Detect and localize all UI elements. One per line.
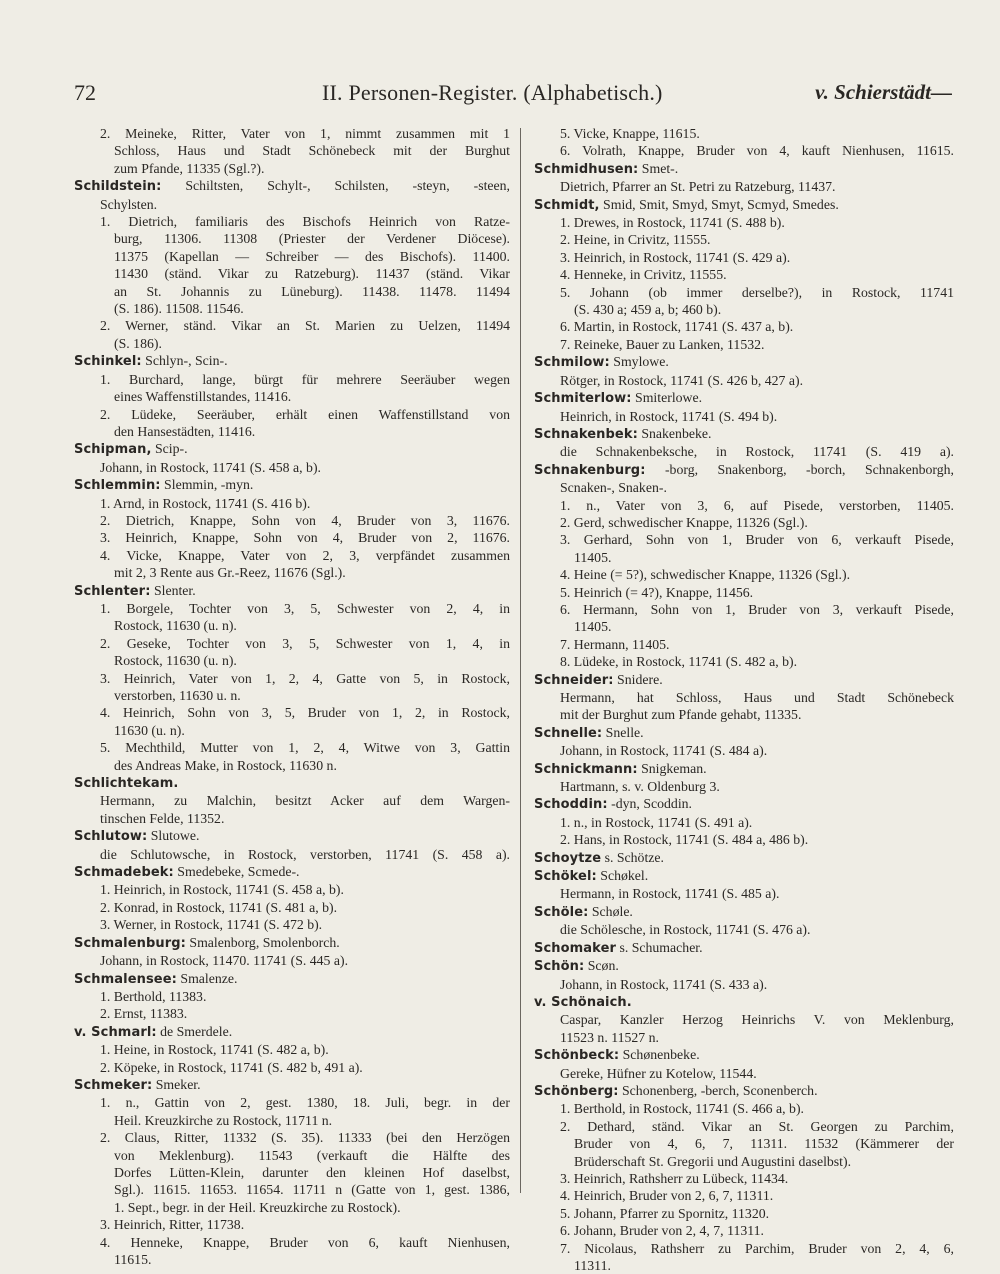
entry-line: [534, 531, 954, 548]
entry-line: [534, 814, 954, 831]
surname-heading: Schmalenburg:: [74, 935, 186, 951]
entry-text: Snidere.: [613, 671, 663, 687]
entry-text: 1. Arnd, in Rostock, 11741 (S. 416 b).: [100, 495, 311, 511]
entry-line: [74, 371, 510, 388]
entry-line: [534, 443, 954, 460]
entry-text: von Meklenburg). 11543 (verkauft die Hälfte des: [114, 1147, 510, 1163]
entry-line: [74, 1094, 510, 1111]
entry-line: [534, 885, 954, 902]
entry-text: 5. Mechthild, Mutter von 1, 2, 4, Witwe von 3, Gattin: [100, 740, 510, 756]
entry-text: den Hansestädten, 11416.: [114, 423, 256, 439]
entry-line: [534, 1257, 954, 1274]
surname-heading: Schön:: [534, 959, 585, 975]
entry-line: [74, 916, 510, 933]
entry-text: 11311.: [574, 1258, 611, 1273]
entry-line: [74, 423, 510, 440]
entry-line: [534, 497, 954, 514]
entry-text: Schøle.: [588, 903, 633, 919]
entry-text: Schonenberg, -berch, Sconenberch.: [618, 1082, 818, 1098]
entry-text: 2. Heine, in Crivitz, 11555.: [560, 232, 711, 248]
entry-heading-line: [534, 849, 954, 867]
entry-text: 1. Dietrich, familiaris des Bischofs Heinrich von Ratze-: [100, 214, 510, 230]
entry-text: Caspar, Kanzler Herzog Heinrichs V. von Meklenburg,: [560, 1012, 954, 1028]
entry-text: 4. Heine (= 5?), schwedischer Knappe, 11326 (Sgl.).: [560, 567, 851, 583]
entry-line: [534, 742, 954, 759]
surname-heading: Schoddin:: [534, 797, 608, 813]
entry-line: [74, 317, 510, 334]
entry-text: 2. Werner, ständ. Vikar an St. Marien zu Uelzen, 11494: [100, 318, 510, 334]
entry-line: [534, 284, 954, 301]
entry-line: [74, 617, 510, 634]
entry-line: [534, 1170, 954, 1187]
entry-heading-line: [534, 389, 954, 407]
entry-heading-line: [534, 724, 954, 742]
page-title: II. Personen-Register. (Alphabetisch.): [322, 80, 663, 105]
surname-heading: Schökel:: [534, 869, 597, 885]
entry-line: [534, 636, 954, 653]
entry-line: [534, 479, 954, 496]
entry-text: Johann, in Rostock, 11741 (S. 484 a).: [560, 743, 768, 759]
entry-heading-line: [534, 993, 954, 1011]
surname-heading: Schnakenbek:: [534, 426, 638, 442]
entry-text: Slenter.: [150, 582, 196, 598]
entry-line: [74, 739, 510, 756]
surname-heading: v. Schmarl:: [74, 1024, 157, 1040]
entry-text: 11615.: [114, 1252, 152, 1267]
entry-text: 1. n., Vater von 3, 6, auf Pisede, verstorben, 11405.: [560, 497, 954, 513]
entry-text: Dorfes Lütten-Klein, darunter den kleinen Hof daselbst,: [114, 1164, 510, 1180]
surname-heading: Schnelle:: [534, 725, 603, 741]
entry-heading-line: [534, 760, 954, 778]
entry-line: [534, 831, 954, 848]
entry-text: Scnaken-, Snaken-.: [560, 480, 667, 496]
entry-heading-line: [534, 160, 954, 178]
entry-text: Rostock, 11630 (u. n).: [114, 618, 237, 634]
entry-line: [534, 921, 954, 938]
entry-line: [74, 125, 510, 142]
entry-text: Hermann, zu Malchin, besitzt Acker auf dem Wargen-: [100, 793, 510, 809]
surname-heading: Schmeker:: [74, 1077, 153, 1093]
surname-heading: Schmalensee:: [74, 971, 177, 987]
entry-text: Heinrich, in Rostock, 11741 (S. 494 b).: [560, 408, 778, 424]
surname-heading: Schmadebek:: [74, 865, 174, 881]
entry-line: [534, 266, 954, 283]
entry-text: Brüderschaft St. Gregorii und Augustini daselbst).: [574, 1153, 852, 1169]
surname-heading: v. Schönaich.: [534, 994, 632, 1010]
page-number: 72: [74, 80, 96, 105]
entry-line: [74, 1147, 510, 1164]
entry-line: [534, 566, 954, 583]
entry-line: [74, 388, 510, 405]
entry-line: [74, 1199, 510, 1216]
entry-heading-line: [74, 476, 510, 494]
entry-line: [74, 196, 510, 213]
entry-text: Scip-.: [151, 441, 188, 457]
entry-text: Sgl.). 11615. 11653. 11654. 11711 n (Gatte von 1, gest. 1386,: [114, 1182, 510, 1198]
entry-line: [534, 778, 954, 795]
entry-line: [74, 1041, 510, 1058]
entry-line: [74, 792, 510, 809]
surname-heading: Schinkel:: [74, 354, 142, 370]
entry-line: [74, 600, 510, 617]
entry-text: Smiterlowe.: [631, 390, 703, 406]
entry-text: Johann, in Rostock, 11470. 11741 (S. 445 a).: [100, 953, 349, 969]
entry-line: [74, 283, 510, 300]
entry-text: 11405.: [574, 549, 612, 565]
entry-line: [74, 881, 510, 898]
right-column: [534, 125, 954, 1274]
entry-line: [74, 564, 510, 581]
entry-text: zum Pfande, 11335 (Sgl.?).: [114, 160, 265, 176]
entry-line: [534, 1100, 954, 1117]
entry-text: 7. Reineke, Bauer zu Lanken, 11532.: [560, 336, 765, 352]
entry-text: 2. Claus, Ritter, 11332 (S. 35). 11333 (bei den Herzögen: [100, 1130, 510, 1146]
entry-heading-line: [74, 934, 510, 952]
entry-text: 2. Ernst, 11383.: [100, 1006, 188, 1022]
entry-line: [74, 265, 510, 282]
entry-text: Dietrich, Pfarrer an St. Petri zu Ratzeburg, 11437.: [560, 179, 836, 195]
entry-text: Smid, Smit, Smyd, Smyt, Scmyd, Smedes.: [599, 196, 839, 212]
entry-line: [74, 1059, 510, 1076]
entry-line: [74, 1005, 510, 1022]
entry-text: s. Schötze.: [601, 849, 664, 865]
entry-text: 8. Lüdeke, in Rostock, 11741 (S. 482 a, b).: [560, 654, 798, 670]
entry-text: die Schlutowsche, in Rostock, verstorben, 11741 (S. 458 a).: [100, 846, 510, 862]
entry-text: 3. Heinrich, Ritter, 11738.: [100, 1217, 245, 1233]
entry-text: Schloss, Haus und Stadt Schönebeck mit der Burghut: [114, 143, 510, 159]
entry-text: 1. Sept., begr. in der Heil. Kreuzkirche zu Rostock).: [114, 1199, 401, 1215]
entry-heading-line: [534, 939, 954, 957]
entry-text: Slemmin, -myn.: [160, 477, 254, 493]
entry-heading-line: [74, 827, 510, 845]
entry-text: 2. Meineke, Ritter, Vater von 1, nimmt zusammen mit 1: [100, 126, 510, 141]
entry-text: 3. Heinrich, Knappe, Sohn von 4, Bruder von 2, 11676.: [100, 530, 510, 546]
entry-line: [534, 336, 954, 353]
surname-heading: Schnickmann:: [534, 761, 638, 777]
surname-heading: Schomaker: [534, 940, 616, 956]
column-divider: [520, 128, 521, 1193]
surname-heading: Schöle:: [534, 904, 589, 920]
entry-heading-line: [534, 196, 954, 214]
entry-line: [534, 1153, 954, 1170]
entry-text: Snigkeman.: [637, 760, 707, 776]
entry-text: die Schnakenbeksche, in Rostock, 11741 (S. 419 a).: [560, 444, 954, 460]
entry-line: [74, 988, 510, 1005]
entry-text: Heil. Kreuzkirche zu Rostock, 11711 n.: [114, 1112, 333, 1128]
entry-text: Schøkel.: [596, 868, 649, 884]
entry-text: Rostock, 11630 (u. n).: [114, 653, 237, 669]
entry-text: 11375 (Kapellan — Schreiber — des Bischofs). 11400.: [114, 248, 510, 264]
entry-heading-line: [74, 1076, 510, 1094]
entry-text: 3. Werner, in Rostock, 11741 (S. 472 b).: [100, 917, 323, 933]
entry-text: 11630 (u. n).: [114, 722, 185, 738]
entry-line: [534, 549, 954, 566]
entry-text: 3. Heinrich, Vater von 1, 2, 4, Gatte von 5, in Rostock,: [100, 670, 510, 686]
entry-text: 1. Burchard, lange, bürgt für mehrere Seeräuber wegen: [100, 371, 510, 387]
entry-text: Smedebeke, Scmede-.: [173, 864, 300, 880]
entry-line: [74, 652, 510, 669]
entry-heading-line: [534, 795, 954, 813]
surname-heading: Schönberg:: [534, 1083, 619, 1099]
entry-line: [534, 618, 954, 635]
entry-line: [74, 406, 510, 423]
entry-line: [534, 214, 954, 231]
entry-line: [74, 335, 510, 352]
entry-text: Hermann, hat Schloss, Haus und Stadt Schönebeck: [560, 690, 954, 705]
entry-line: [534, 372, 954, 389]
entry-text: 11523 n. 11527 n.: [560, 1029, 660, 1045]
entry-text: -borg, Snakenborg, -borch, Schnakenborgh,: [645, 461, 954, 477]
entry-text: 1. Heine, in Rostock, 11741 (S. 482 a, b).: [100, 1042, 329, 1058]
entry-line: [74, 1129, 510, 1146]
entry-text: 1. n., in Rostock, 11741 (S. 491 a).: [560, 814, 753, 830]
entry-line: [534, 1222, 954, 1239]
entry-text: Schønenbeke.: [619, 1047, 700, 1063]
entry-text: Smalenze.: [176, 970, 238, 986]
entry-text: 4. Henneke, in Crivitz, 11555.: [560, 267, 727, 283]
entry-line: [534, 976, 954, 993]
running-head: v. Schierstädt—: [815, 80, 952, 104]
entry-line: [534, 1118, 954, 1135]
entry-text: tinschen Felde, 11352.: [100, 810, 225, 826]
entry-text: 11430 (ständ. Vikar zu Ratzeburg). 11437 (ständ. Vikar: [114, 266, 510, 282]
entry-text: 5. Vicke, Knappe, 11615.: [560, 126, 700, 141]
entry-text: 6. Johann, Bruder von 2, 4, 7, 11311.: [560, 1223, 764, 1239]
surname-heading: Schmiterlow:: [534, 391, 632, 407]
entry-text: Slutowe.: [147, 828, 200, 844]
entry-text: 3. Heinrich, in Rostock, 11741 (S. 429 a).: [560, 249, 791, 265]
entry-line: [534, 408, 954, 425]
entry-heading-line: [74, 582, 510, 600]
page-header: [74, 80, 952, 110]
entry-heading-line: [74, 970, 510, 988]
entry-text: 4. Henneke, Knappe, Bruder von 6, kauft Nienhusen,: [100, 1234, 510, 1250]
entry-heading-line: [74, 440, 510, 458]
entry-text: an St. Johannis zu Lüneburg). 11438. 11478. 11494: [114, 283, 510, 299]
entry-text: (S. 186). 11508. 11546.: [114, 301, 244, 317]
entry-text: (S. 186).: [114, 335, 162, 351]
left-column: [74, 125, 510, 1268]
entry-line: [74, 1234, 510, 1251]
entry-heading-line: [74, 774, 510, 792]
entry-text: -dyn, Scoddin.: [607, 796, 692, 812]
entry-heading-line: [74, 177, 510, 195]
entry-heading-line: [534, 671, 954, 689]
entry-text: 6. Martin, in Rostock, 11741 (S. 437 a, b).: [560, 319, 794, 335]
entry-text: Snelle.: [602, 724, 644, 740]
surname-heading: Schlenter:: [74, 583, 151, 599]
entry-text: Scøn.: [584, 958, 619, 974]
entry-text: 2. Geseke, Tochter von 3, 5, Schwester von 1, 4, in: [100, 635, 510, 651]
entry-line: [74, 810, 510, 827]
entry-text: 5. Johann (ob immer derselbe?), in Rostock, 11741: [560, 284, 954, 300]
entry-line: [534, 301, 954, 318]
entry-text: Gereke, Hüfner zu Kotelow, 11544.: [560, 1065, 757, 1081]
entry-line: [74, 846, 510, 863]
entry-line: [74, 459, 510, 476]
entry-line: [74, 547, 510, 564]
entry-text: 5. Johann, Pfarrer zu Spornitz, 11320.: [560, 1205, 770, 1221]
entry-text: 3. Heinrich, Rathsherr zu Lübeck, 11434.: [560, 1170, 789, 1186]
entry-line: [534, 1187, 954, 1204]
entry-heading-line: [534, 957, 954, 975]
entry-text: 2. Gerd, schwedischer Knappe, 11326 (Sgl.).: [560, 514, 808, 530]
entry-line: [74, 160, 510, 177]
entry-heading-line: [74, 863, 510, 881]
entry-line: [74, 248, 510, 265]
entry-text: die Schölesche, in Rostock, 11741 (S. 476 a).: [560, 922, 811, 938]
entry-heading-line: [534, 903, 954, 921]
entry-text: 6. Hermann, Sohn von 1, Bruder von 3, verkauft Pisede,: [560, 601, 954, 617]
entry-line: [74, 1181, 510, 1198]
entry-text: 2. Hans, in Rostock, 11741 (S. 484 a, 486 b).: [560, 832, 809, 848]
entry-line: [534, 706, 954, 723]
entry-line: [534, 1135, 954, 1152]
entry-text: 7. Nicolaus, Rathsherr zu Parchim, Bruder von 2, 4, 6,: [560, 1240, 954, 1256]
surname-heading: Schmidt,: [534, 197, 600, 213]
entry-line: [534, 601, 954, 618]
entry-text: eines Waffenstillstandes, 11416.: [114, 389, 292, 405]
entry-line: [534, 125, 954, 142]
entry-text: 1. n., Gattin von 2, gest. 1380, 18. Juli, begr. in der: [100, 1095, 510, 1111]
entry-text: 1. Berthold, 11383.: [100, 988, 207, 1004]
entry-line: [74, 670, 510, 687]
entry-line: [74, 529, 510, 546]
entry-line: [534, 249, 954, 266]
entry-text: Johann, in Rostock, 11741 (S. 433 a).: [560, 976, 768, 992]
entry-text: Bruder von 4, 6, 7, 11311. 11532 (Kämmerer der: [574, 1136, 954, 1152]
entry-text: mit der Burghut zum Pfande gehabt, 11335.: [560, 707, 802, 723]
entry-line: [74, 1112, 510, 1129]
entry-line: [534, 1205, 954, 1222]
entry-text: 2. Dietrich, Knappe, Sohn von 4, Bruder von 3, 11676.: [100, 512, 510, 528]
entry-line: [534, 1240, 954, 1257]
entry-heading-line: [534, 425, 954, 443]
entry-text: 4. Vicke, Knappe, Vater von 2, 3, verpfändet zusammen: [100, 547, 510, 563]
entry-heading-line: [534, 1046, 954, 1064]
entry-text: (S. 430 a; 459 a, b; 460 b).: [574, 302, 722, 318]
surname-heading: Schlutow:: [74, 829, 148, 845]
entry-line: [534, 1065, 954, 1082]
entry-text: 3. Gerhard, Sohn von 1, Bruder von 6, verkauft Pisede,: [560, 532, 954, 548]
entry-line: [74, 142, 510, 159]
entry-heading-line: [74, 1023, 510, 1041]
entry-line: [74, 722, 510, 739]
entry-heading-line: [534, 353, 954, 371]
entry-line: [74, 495, 510, 512]
entry-text: Schiltsten, Schylt-, Schilsten, -steyn, -steen,: [161, 178, 510, 194]
surname-heading: Schnakenburg:: [534, 462, 646, 478]
entry-text: verstorben, 11630 u. n.: [114, 688, 241, 703]
entry-line: [74, 213, 510, 230]
entry-text: Smet-.: [638, 160, 679, 176]
entry-line: [74, 899, 510, 916]
entry-text: 5. Heinrich (= 4?), Knappe, 11456.: [560, 584, 754, 600]
entry-text: Schlyn-, Scin-.: [141, 353, 228, 369]
entry-text: Schylsten.: [100, 196, 158, 212]
entry-line: [534, 1029, 954, 1046]
surname-heading: Schönbeck:: [534, 1048, 620, 1064]
entry-text: Hermann, in Rostock, 11741 (S. 485 a).: [560, 886, 780, 902]
entry-text: 4. Heinrich, Bruder von 2, 6, 7, 11311.: [560, 1188, 774, 1204]
surname-heading: Schneider:: [534, 672, 614, 688]
entry-heading-line: [74, 352, 510, 370]
entry-text: 2. Köpeke, in Rostock, 11741 (S. 482 b, 491 a).: [100, 1059, 363, 1075]
entry-heading-line: [534, 1082, 954, 1100]
entry-text: 7. Hermann, 11405.: [560, 636, 670, 652]
entry-line: [534, 318, 954, 335]
entry-text: Smeker.: [152, 1076, 201, 1092]
entry-line: [534, 689, 954, 706]
entry-text: des Andreas Make, in Rostock, 11630 n.: [114, 757, 337, 773]
entry-heading-line: [534, 867, 954, 885]
entry-text: Smylowe.: [609, 354, 669, 370]
entry-text: 2. Dethard, ständ. Vikar an St. Georgen zu Parchim,: [560, 1118, 954, 1134]
entry-text: burg, 11306. 11308 (Priester der Verdener Diöcese).: [114, 231, 510, 247]
entry-text: 2. Konrad, in Rostock, 11741 (S. 481 a, b).: [100, 899, 338, 915]
entry-text: mit 2, 3 Rente aus Gr.-Reez, 11676 (Sgl.).: [114, 565, 346, 581]
entry-line: [534, 514, 954, 531]
entry-text: 1. Borgele, Tochter von 3, 5, Schwester von 2, 4, in: [100, 600, 510, 616]
entry-text: 11405.: [574, 619, 612, 635]
entry-text: Rötger, in Rostock, 11741 (S. 426 b, 427 a).: [560, 372, 804, 388]
entry-text: 1. Berthold, in Rostock, 11741 (S. 466 a, b).: [560, 1101, 804, 1117]
surname-heading: Schoytze: [534, 850, 602, 866]
entry-line: [74, 512, 510, 529]
entry-text: Hartmann, s. v. Oldenburg 3.: [560, 779, 720, 795]
surname-heading: Schipman,: [74, 442, 152, 458]
entry-line: [534, 653, 954, 670]
entry-line: [74, 300, 510, 317]
entry-line: [74, 1164, 510, 1181]
entry-line: [74, 1251, 510, 1268]
entry-line: [74, 687, 510, 704]
entry-line: [74, 635, 510, 652]
entry-text: 1. Heinrich, in Rostock, 11741 (S. 458 a, b).: [100, 882, 344, 898]
entry-text: 1. Drewes, in Rostock, 11741 (S. 488 b).: [560, 215, 785, 231]
entry-text: 6. Volrath, Knappe, Bruder von 4, kauft Nienhusen, 11615.: [560, 143, 954, 159]
entry-line: [74, 1216, 510, 1233]
entry-line: [74, 952, 510, 969]
entry-line: [534, 1011, 954, 1028]
surname-heading: Schmidhusen:: [534, 161, 639, 177]
surname-heading: Schmilow:: [534, 355, 610, 371]
entry-line: [534, 142, 954, 159]
entry-line: [74, 230, 510, 247]
entry-text: Johann, in Rostock, 11741 (S. 458 a, b).: [100, 459, 321, 475]
entry-text: Smalenborg, Smolenborch.: [185, 934, 340, 950]
surname-heading: Schlemmin:: [74, 478, 161, 494]
entry-text: 4. Heinrich, Sohn von 3, 5, Bruder von 1, 2, in Rostock,: [100, 705, 510, 721]
entry-line: [534, 584, 954, 601]
entry-line: [74, 704, 510, 721]
entry-heading-line: [534, 461, 954, 479]
entry-text: Snakenbeke.: [637, 425, 712, 441]
surname-heading: Schildstein:: [74, 179, 162, 195]
entry-line: [534, 231, 954, 248]
entry-text: 2. Lüdeke, Seeräuber, erhält einen Waffenstillstand von: [100, 406, 510, 422]
entry-line: [534, 178, 954, 195]
entry-line: [74, 757, 510, 774]
entry-text: de Smerdele.: [156, 1023, 233, 1039]
entry-text: s. Schumacher.: [616, 939, 703, 955]
surname-heading: Schlichtekam.: [74, 776, 179, 792]
